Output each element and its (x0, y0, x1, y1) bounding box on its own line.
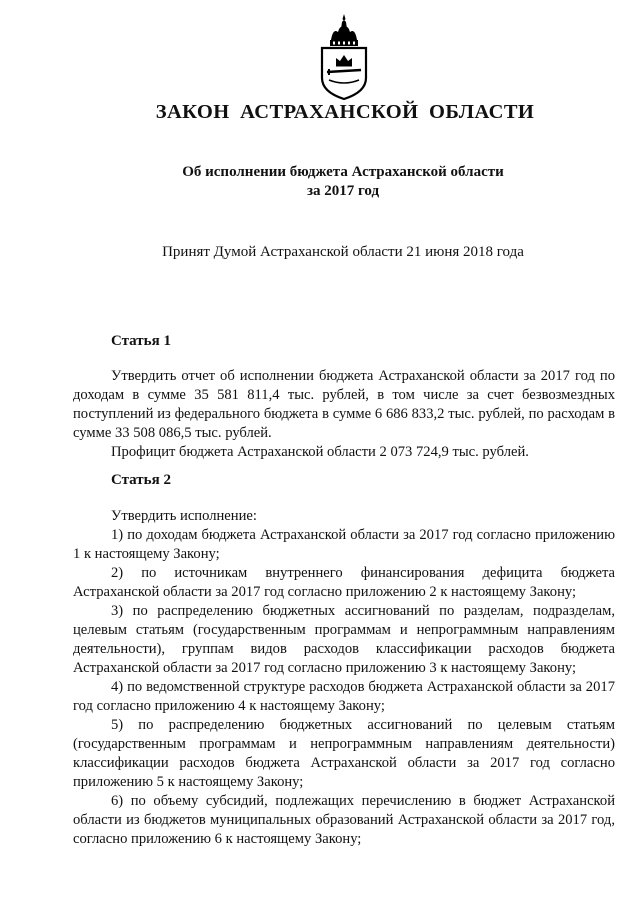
astrakhan-coat-of-arms-icon (319, 14, 369, 100)
article-1-paragraph: Утвердить отчет об исполнении бюджета Астраханской области за 2017 год по доходам в сумме 35 581 811,4 тыс. рублей, в том числе за счет безвозмездных поступлений из федерального бюджета в сумме 6 686 833,2 тыс. рублей, по расходам в сумме 33 508 086,5 тыс. рублей. (73, 368, 615, 441)
list-item: 1) по доходам бюджета Астраханской области за 2017 год согласно приложению 1 к настоящему Закону; (73, 527, 615, 562)
law-title: ЗАКОН АСТРАХАНСКОЙ ОБЛАСТИ (155, 101, 535, 123)
list-item: 6) по объему субсидий, подлежащих перечислению в бюджет Астраханской области из бюджетов муниципальных образований Астраханской области за 2017 год, согласно приложению 6 к настоящему Закону; (73, 793, 615, 847)
list-item: 2) по источникам внутреннего финансирования дефицита бюджета Астраханской области за 2017 год согласно приложению 2 к настоящему Закону; (73, 565, 615, 600)
subtitle-line: Об исполнении бюджета Астраханской области (182, 164, 504, 180)
article-1-paragraph: Профицит бюджета Астраханской области 2 073 724,9 тыс. рублей. (111, 444, 529, 460)
article-1-heading: Статья 1 (111, 333, 171, 349)
list-item: 3) по распределению бюджетных ассигнований по разделам, подразделам, целевым статьям (государственным программам и непрограммным направлениям деятельности), группам видов расходов классификации расходов бюджета Астраханской области за 2017 год согласно приложению 3 к настоящему Закону; (73, 603, 615, 676)
article-2-heading: Статья 2 (111, 472, 171, 488)
article-2-intro: Утвердить исполнение: (111, 508, 257, 524)
adoption-note: Принят Думой Астраханской области 21 июня 2018 года (162, 244, 524, 260)
list-item: 4) по ведомственной структуре расходов бюджета Астраханской области за 2017 год согласно приложению 4 к настоящему Закону; (73, 679, 615, 714)
subtitle-line: за 2017 год (306, 183, 380, 199)
law-subtitle (0, 163, 640, 201)
list-item: 5) по распределению бюджетных ассигнований по целевым статьям (государственным программам и непрограммным направлениям деятельности) классификации расходов бюджета Астраханской области за 2017 год согласно приложению 5 к настоящему Закону; (73, 717, 615, 790)
